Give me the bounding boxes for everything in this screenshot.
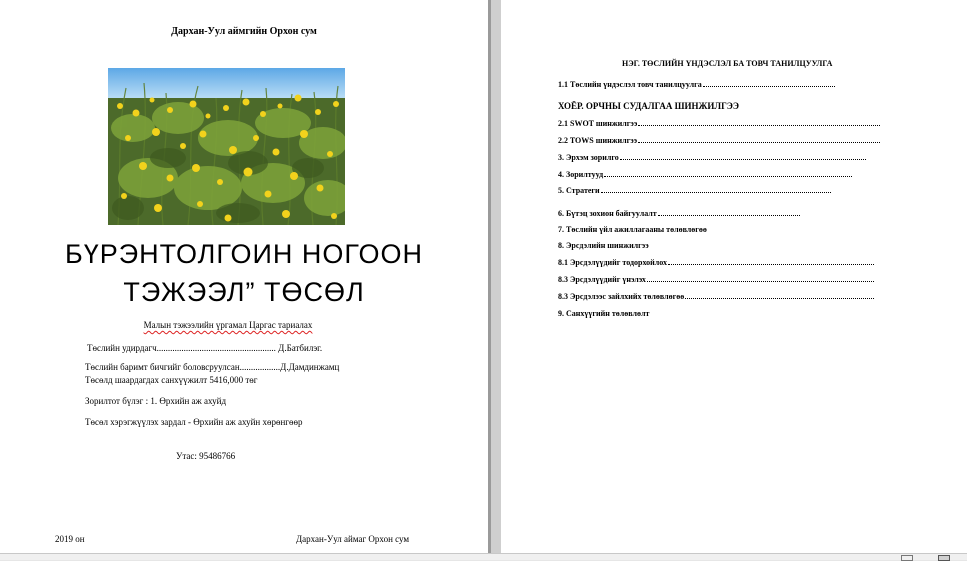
project-manager: Төслийн удирдагч..................................................... Д.Батбилэг.: [87, 343, 323, 353]
toc-entry-label: 8. Эрсдэлийн шинжилгээ: [558, 241, 649, 250]
phone-number: Утас: 95486766: [176, 451, 236, 461]
toc-leader: [658, 208, 800, 216]
toc-entry-label: 8.3 Эрсдэлүүдийг үнэлэх: [558, 275, 646, 284]
toc-entry[interactable]: [558, 257, 876, 268]
toc-entry-label: 5. Стратеги: [558, 186, 600, 195]
project-subtitle-text: Малын тэжээлийн үргамал Царгас тариалах: [143, 320, 313, 330]
toc-entry[interactable]: [558, 291, 876, 302]
toc-entry-label: 2.2 TOWS шинжилгээ: [558, 136, 638, 145]
document-page-right[interactable]: [501, 0, 967, 553]
read-mode-icon[interactable]: [901, 555, 913, 561]
toc-entry[interactable]: [558, 240, 649, 251]
toc-entry[interactable]: [558, 101, 739, 112]
toc-leader: [601, 185, 831, 193]
funding-source: Төсөл хэрэгжүүлэх зардал - Өрхийн аж ахуйн хөрөнгөөр: [85, 417, 303, 427]
toc-leader: [620, 152, 866, 160]
toc-entry-label: 8.1 Эрсдэлүүдийг тодорхойлох: [558, 258, 668, 267]
toc-leader: [685, 291, 874, 299]
toc-entry-label: ХОЁР. ОРЧНЫ СУДАЛГАА ШИНЖИЛГЭЭ: [558, 101, 740, 111]
toc-leader: [647, 274, 874, 282]
toc-entry-label: 3. Эрхэм зорилго: [558, 153, 619, 162]
document-author: Төслийн баримт бичгийг боловсруулсан..................Д.Дамдинжамц: [85, 362, 340, 372]
toc-leader: [638, 135, 880, 143]
page-gap: [488, 0, 501, 553]
page-header: Дархан-Уул аймгийн Орхон сум: [171, 26, 317, 37]
toc-entry[interactable]: [558, 135, 882, 146]
toc-entry-label: 6. Бүтэц зохион байгуулалт: [558, 209, 657, 218]
toc-entry-label: 8.3 Эрсдэлээс зайлхийх төлөвлөгөө: [558, 292, 685, 301]
toc-entry-label: 4. Зорилтууд: [558, 170, 604, 179]
toc-entry[interactable]: [558, 308, 649, 319]
toc-entry[interactable]: [558, 169, 854, 180]
toc-entry[interactable]: [558, 152, 868, 163]
toc-leader: [604, 169, 852, 177]
toc-entry[interactable]: [558, 79, 837, 90]
project-title-line2: ТЭЖЭЭЛ” ТӨСӨЛ: [123, 277, 365, 307]
toc-entry[interactable]: [558, 274, 876, 285]
footer-location: Дархан-Уул аймаг Орхон сум: [296, 534, 410, 544]
toc-entry[interactable]: [558, 118, 882, 129]
toc-entry[interactable]: [558, 224, 707, 235]
toc-entry-label: 7. Төслийн үйл ажиллагааны төлөвлөгөө: [558, 225, 707, 234]
toc-entry[interactable]: [558, 208, 802, 219]
funding-amount: Төсөлд шаардагдах санхүүжилт 5416,000 төг: [85, 375, 258, 385]
toc-entry[interactable]: [558, 185, 833, 196]
toc-entry-label: 1.1 Төслийн үндэслэл товч танилцуулга: [558, 80, 702, 89]
project-subtitle: [0, 320, 456, 331]
footer-year: 2019 он: [55, 534, 85, 544]
print-layout-icon[interactable]: [938, 555, 950, 561]
document-page-left[interactable]: [0, 0, 488, 553]
toc-leader: [668, 257, 874, 265]
target-group: Зорилтот бүлэг : 1. Өрхийн аж ахуйд: [85, 396, 227, 406]
flower-field-photo: [108, 68, 345, 225]
project-title-line1: БҮРЭНТОЛГОИН НОГООН: [65, 239, 423, 269]
toc-leader: [638, 118, 880, 126]
toc-leader: [703, 79, 835, 87]
section-heading: НЭГ. ТӨСЛИЙН ҮНДЭСЛЭЛ БА ТОВЧ ТАНИЛЦУУЛГА: [622, 59, 833, 68]
toc-entry-label: 9. Санхүүгийн төлөвлөлт: [558, 309, 650, 318]
toc-entry-label: 2.1 SWOT шинжилгээ: [558, 119, 638, 128]
